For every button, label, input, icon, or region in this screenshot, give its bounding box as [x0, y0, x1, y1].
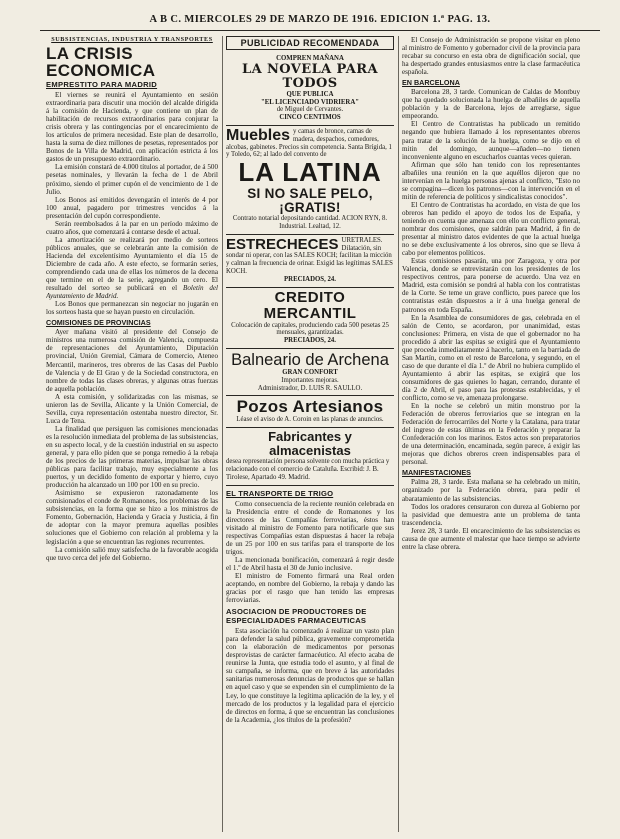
paragraph: El Centro de Contratistas ha publicado un remitido negando que hubiera llamado á los representantes obreros para tratar de la solución de la huelga, como se dijo en el mitin del domingo, aunque—añaden—no tienen inconveniente alguno en escucharlos cuantas veces quieran. — [402, 120, 580, 161]
paragraph: El Centro de Contratistas ha acordado, en vista de que los obreros han pedido el apoyo de todos los de España, y teniendo en cuenta que amenaza con ello un conflicto general, nombrar dos comisiones, que saldrán para Madrid, á fin de presentar al ministro datos evidentes de que la actual huelga no se debe exclusivamente á los obreros, sino que se lleva á cabo por elementos políticos. — [402, 200, 580, 258]
paragraph: Como consecuencia de la reciente reunión celebrada en la Presidencia entre el conde de Romanones y los directores de las Compañías ferroviarias, éstos han visitado al ministro de Fomento para notificarle que sus respectivas Compañías estan dispuestas á hacer la rebaja de un 25 por 100 en sus tarifas para el transporte de los trigos. — [226, 499, 394, 556]
ad-line: GRAN CONFORT — [282, 368, 338, 376]
ad-text: Léase el aviso de A. Coroin en las planas de anuncios. — [236, 416, 384, 424]
section-heading: SUBSISTENCIAS, INDUSTRIA Y TRANSPORTES — [51, 36, 213, 43]
ad-title: LA LATINA — [238, 157, 382, 188]
paragraph: Afirman que sólo han tenido con los representantes albañiles una reunión en la que aquéllos dijeron que no intervenían en la huelga personas ajenas al conflicto, "Esto no se compagina—dicen los patronos—con la intervención en el mitin de referencia de políticos y sindicalistas conocidos". — [402, 160, 580, 201]
ad-line: COMPREN MAÑANA — [276, 55, 344, 62]
paragraph: Serán reembolsados á la par en un período máximo de cuatro años, que comenzará á contarse desde el actual. — [46, 219, 218, 236]
paragraph: El Consejo de Administración se propone visitar en pleno al ministro de Fomento y gobernador civil de la provincia para recabar su concurso en esta obra de dignificación social, que ha despertado grandes entusiasmos entre la clase farmacéutica española. — [402, 36, 580, 77]
ad-novela — [226, 53, 394, 126]
ad-keyword: ESTRECHECES — [226, 235, 339, 253]
ad-text: desea representación persona solvente con mucha práctica y relacionado con el comercio de Cataluña. Escribid: J. B. Tirolese, Apartado 49. Madrid. — [226, 458, 390, 481]
ad-line: "EL LICENCIADO VIDRIERA" — [260, 98, 360, 106]
ad-address: PRECIADOS, 24. — [284, 337, 336, 345]
paragraph: La comisión salió muy satisfecha de la favorable acogida que tuvo cerca del jefe del Gobierno. — [46, 545, 218, 562]
ad-text: y camas de bronce, camas de madera, despachos, comedores, alcobas, gabinetes. Precios sin competencia. Santa Brígida, 1 y Toledo, 62; al lado del convento de — [226, 127, 392, 159]
ad-balneario — [226, 349, 394, 396]
top-rule — [40, 30, 600, 31]
ad-title: Fabricantes y almacenistas — [268, 429, 352, 459]
ad-address: PRECIADOS, 24. — [284, 275, 336, 283]
paragraph — [46, 236, 218, 300]
paragraph: Barcelona 28, 3 tarde. Comunican de Caldas de Montbuy que ha quedado solucionada la huelga de albañiles de aquella población y la de Barcelona, lejos de arreglarse, sigue empeorando. — [402, 88, 580, 121]
ad-body — [226, 237, 394, 276]
ad-title: Balneario de Archena — [231, 350, 389, 369]
ad-text: Colocación de capitales, produciendo cada 500 pesetas 25 mensuales, garantizadas. — [231, 321, 389, 337]
ad-pelo — [226, 185, 394, 235]
paragraph: En la Asamblea de consumidores de gas, celebrada en el salón de Cento, se acordaron, por unanimidad, estas conclusiones: Primera, en vista de que el gobernador no ha procedido á abrir las espitas se exigirá que el Ayuntamiento que proceda inmediatamente á hacerlo, tanto en la barriada de San Martín, como en el resto de Barcelona, y segundo, en el caso de que durante el día 1.º de Abril no hubiera cumplido el Ayuntamiento á abrir las espitas, se exigirá que los consumidores de gas quienes lo hagan, cerrando, durante el día 2 de Abril, el paso para las protestas establecidas, y el conflicto, como se ve, amenaza prolongarse. — [402, 313, 580, 403]
paragraph: Todos los oradores censuraron con dureza al Gobierno por la pasividad que demuestra ante un problema de tanta trascendencia. — [402, 502, 580, 527]
ad-line: QUE PUBLICA — [286, 90, 334, 98]
column-2 — [226, 36, 394, 724]
paragraph: A esta comisión, y solidarizadas con las mismas, se unieron las de Sevilla, Alicante y la Unión Comercial, de Sevilla, cuya representación ostentaba nuestro director, Sr. Luca de Tena. — [46, 392, 218, 425]
running-head: A B C. MIERCOLES 29 DE MARZO DE 1916. EDICION 1.ª PAG. 13. — [149, 14, 491, 25]
subheadline: EL TRANSPORTE DE TRIGO — [226, 488, 334, 498]
ad-line: CINCO CENTIMOS — [279, 114, 341, 122]
ad-line: Administrador, D. LUIS R. SAULLO. — [257, 384, 363, 392]
paragraph: El ministro de Fomento firmará una Real orden aceptando, en nombre del Gobierno, la rebaja y dando las gracias por el rasgo que han tenido las empresas ferroviarias. — [226, 571, 394, 605]
paragraph: En la noche se celebró un mitin monstruo por la Federación de obreros ferroviarios que se integran en la Federación de ferrocarriles del Norte y la Catalana, para tratar del ingreso de estas últimas en la Federación y preparar la Confederación con los marinos. Estos actos son preparatorios de una determinación, encaminada, según parece, á exigir las mejoras que dichos obreros creen indispensables para el personal. — [402, 402, 580, 467]
paragraph: Ayer mañana visitó al presidente del Consejo de ministros una numerosa comisión de Valencia, compuesta de representaciones del Ayuntamiento, Diputación provincial, Unión Gremial, Cámara de Comercio, Ateneo Mercantil, marineros, tres obreros de las Casas del Pueblo de Valencia y de El Grao y de la Sociedad constructora, en nombre de todas las clases obreras, y algunas otras fuerzas de aquella población. — [46, 328, 218, 393]
ad-section-header: PUBLICIDAD RECOMENDADA — [226, 36, 394, 50]
subheadline: COMISIONES DE PROVINCIAS — [46, 318, 151, 328]
subheadline: EN BARCELONA — [402, 78, 460, 88]
ad-title: CREDITO MERCANTIL — [263, 288, 357, 322]
paragraph: Palma 28, 3 tarde. Esta mañana se ha celebrado un mitin, organizado por la Federación obrera, para pedir el abaratamiento de las subsistencias. — [402, 478, 580, 503]
paragraph: El viernes se reunirá el Ayuntamiento en sesión extraordinaria para discutir una moción del alcalde dirigida á la comisión de Hacienda, y que contiene un plan de habilitación de recursos extraordinarios para conjurar la crisis obrera y las contingencias por el encarecimiento de los artículos de primera necesidad. Este plan de desarrollo, hasta la suma de diez millones de pesetas, representados por Bonos de la Villa de Madrid, con aplicación estricta á los gastos de un presupuesto extraordinario. — [46, 91, 218, 164]
ad-estrecheces — [226, 235, 394, 288]
paragraph: Esta asociación ha comenzado á realizar un vasto plan para defender la salud pública, gravemente comprometida con la elaboración de medicamentos por personas desprovistas de carácter farmacéutico. Al efecto acaba de reunirse la Junta, que estudia todo el asunto, y al final de su campaña, se informa, que en breve á las autoridades sanitarias numerosas denuncias de productos que se hallan en aquel caso y que se expenden sin el cumplimiento de la Ley, lo que constituye la legítima aplicación de la ley, y el mercado de los productos y la legalidad para el ejercicio de directos en forma, á que se encuentran las conclusiones de la Academia, ¿los títulos de la profesión? — [226, 627, 394, 724]
ad-text: Contrato notarial depositando cantidad. ACION RYN, 8. Industrial. Lealtad, 12. — [232, 215, 388, 230]
subheadline: MANIFESTACIONES — [402, 468, 471, 478]
column-separator-1 — [222, 36, 223, 832]
headline: LA CRISIS ECONOMICA — [46, 44, 156, 80]
paragraph-text: La amortización se realizará por medio de sorteos públicos anuales, que se celebrarán ante la comisión de Hacienda del excelentísimo Ayuntamiento el día 15 de Diciembre de cada año. A este efecto, se formarán series, comprendiendo cada una de ellas los números de la decena que termine en el de la serie, agregando un cero. El resultado del sorteo se publicará en el — [46, 235, 218, 293]
ad-pozos — [226, 396, 394, 428]
ad-title: Pozos Artesianos — [236, 397, 384, 417]
paragraph: Asimismo se expusieron razonadamente los comisionados el conde de Romanones, los problemas de las subsistencias, en la forma que se hizo a los ministros de Fomento, Gobernación, Hacienda y Gracia y Justicia, á fin de adoptar con la mayor premura aquellas posibles soluciones que el Gobierno con relación al problema y la legislación a que se encuentran las regiones recurrentes. — [46, 489, 218, 546]
paragraph: Estas comisiones pasarán, una por Zaragoza, y otra por Valencia, donde se entrevistarán con los presidentes de los respectivos centros, para ponerse de acuerdo. Una vez en Madrid, esta comisión se pondrá al habla con los contratistas de la Corte. Se teme un grave conflicto, pues parece que los contratistas están dispuestos a ir á una huelga general de patronos en toda España. — [402, 257, 580, 314]
column-1 — [46, 36, 218, 562]
ad-muebles — [226, 126, 394, 188]
ad-line: Importantes mejoras. — [281, 376, 339, 384]
subheadline: ASOCIACION DE PRODUCTORES DE ESPECIALIDADES FARMACEUTICAS — [226, 607, 367, 626]
column-separator-2 — [398, 36, 399, 832]
paragraph: La mencionada bonificación, comenzará á regir desde el 1.º de Abril hasta el 30 de Junio inclusive. — [226, 555, 394, 572]
ad-text: URETRALES. Dilatación, sin sondar ni operar, con las SALES KOCH; facilitan la micción y calman la frecuencia de orinar. Exigid las legítimas SALES KOCH. — [226, 236, 393, 275]
paragraph: La emisión constará de 4.000 títulos al portador, de á 500 pesetas nominales, y llevarán la fecha de 1 de Abril próximo, siendo el primer cupón el de vencimiento de 1 de Julio. — [46, 163, 218, 196]
column-3 — [402, 36, 580, 551]
paragraph: Jerez 28, 3 tarde. El encarecimiento de las subsistencias es causa de que aumente el malestar que hace tiempo se advierte entre la clase obrera. — [402, 526, 580, 551]
paragraph: Los Bonos así emitidos devengarán el interés de 4 por 100 anual, pagadero por trimestres vencidos á la presentación del cupón correspondiente. — [46, 195, 218, 220]
ad-body — [226, 128, 394, 159]
ad-title: LA NOVELA PARA TODOS — [242, 61, 378, 91]
ad-line: de Miguel de Cervantes. — [276, 106, 344, 114]
subheadline: EMPRESTITO PARA MADRID — [46, 80, 158, 89]
paragraph: Los Bonos que permanezcan sin negociar no jugarán en los sorteos hasta que se hayan puesto en circulación. — [46, 300, 218, 317]
ad-keyword: Muebles — [226, 126, 291, 144]
paragraph: La finalidad que persiguen las comisiones mencionadas es la resolución inmediata del problema de las subsistencias, en su aspecto local, y de la cuestión industrial en su aspecto general, y para ello piden que se ponga remedio á la rebaja de los precios de las primeras materias, impulsar las obras públicas para facilitar trabajo, muy especialmente a los puertos, y un decidido fomento de exportar y hierro, cuyo producción ha alcanzado un 100 por 100 en su precio. — [46, 424, 218, 490]
ad-fabricantes — [226, 428, 394, 485]
ad-title: SI NO SALE PELO, ¡GRATIS! — [247, 186, 373, 216]
ad-credito — [226, 288, 394, 349]
bulletin-title: Boletín del Ayuntamiento de Madrid. — [46, 284, 218, 301]
